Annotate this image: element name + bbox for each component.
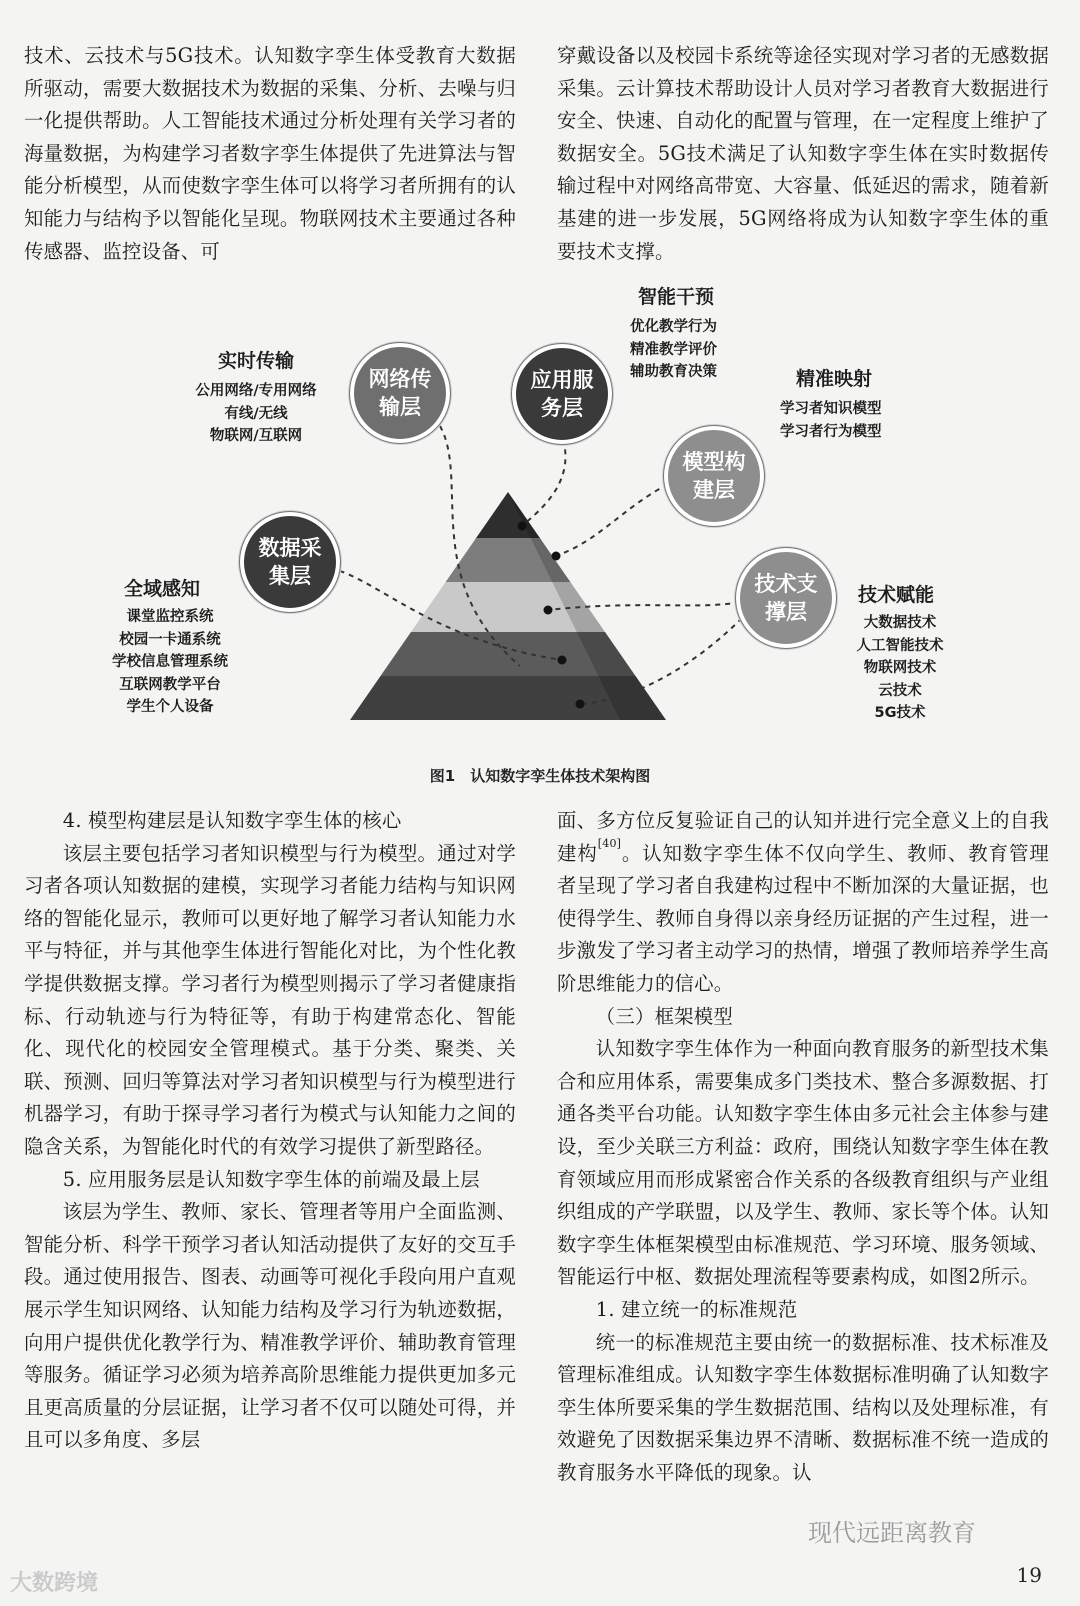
paragraph: 穿戴设备以及校园卡系统等途径实现对学习者的无感数据采集。云计算技术帮助设计人员对学习者教育大数据进行安全、快速、自动化的配置与管理，在一定程度上维护了数据安全。5G技术满足了认知数字孪生体在实时数据传输过程中对网络高带宽、大容量、低延迟的需求，随着新基建的进一步发展，5G网络将成为认知数字孪生体的重要技术支撑。 — [557, 44, 1049, 263]
section-heading-3: （三）框架模型 — [595, 1004, 733, 1028]
enable-list — [840, 612, 960, 725]
section-heading-5: 5. 应用服务层是认知数字孪生体的前端及最上层 — [62, 1167, 480, 1191]
paragraph: 该层主要包括学习者知识模型与行为模型。通过对学习者各项认知数据的建模，实现学习者能力结构与知识网络的智能化显示，教师可以更好地了解学习者认知能力水平与特征，并与其他孪生体进行智能化对比，为个性化教学提供数据支撑。学习者行为模型则揭示了学习者健康指标、行动轨迹与行为特征等，有助于构建常态化、智能化、现代化的校园安全管理模式。基于分类、聚类、关联、预测、回归等算法对学习者知识模型与行为模型进行机器学习，有助于探寻学习者行为模式与认知能力之间的隐含关系，为智能化时代的有效学习提供了新型路径。 — [24, 841, 516, 1158]
section-heading-4: 4. 模型构建层是认知数字孪生体的核心 — [62, 809, 402, 832]
top-left-column — [24, 40, 516, 268]
list-item: 优化教学行为 — [630, 319, 717, 335]
list-item: 辅助教育决策 — [630, 364, 717, 380]
top-right-column — [557, 40, 1049, 268]
smart-list — [630, 316, 717, 384]
pyramid-layer-application — [340, 490, 680, 540]
list-item: 大数据技术 — [863, 615, 937, 631]
bottom-left-column — [24, 805, 516, 1457]
section-heading-1: 1. 建立统一的标准规范 — [595, 1297, 798, 1321]
data-layer-circle: 数据采集层 — [240, 512, 340, 612]
tech-layer-circle: 技术支撑层 — [736, 548, 836, 648]
list-item: 有线/无线 — [224, 405, 288, 422]
smart-title: 智能干预 — [638, 286, 715, 308]
sensing-title: 全域感知 — [124, 578, 201, 600]
figure-caption: 图1 认知数字孪生体技术架构图 — [429, 767, 651, 785]
enable-title: 技术赋能 — [858, 584, 935, 606]
list-item: 公用网络/专用网络 — [195, 383, 317, 399]
list-item: 校园一卡通系统 — [119, 631, 221, 648]
connector-app — [522, 430, 565, 526]
text: 面、多方位反复验证自己的认知并进行完全意义上的自我建构 — [557, 809, 1049, 865]
list-item: 精准教学评价 — [630, 341, 717, 358]
bottom-right-column — [557, 805, 1049, 1489]
mapping-title: 精准映射 — [796, 368, 873, 390]
watermark-left: 大数跨境 — [10, 1571, 99, 1596]
list-item: 互联网教学平台 — [119, 676, 221, 693]
realtime-list — [186, 380, 326, 448]
paragraph: 技术、云技术与5G技术。认知数字孪生体受教育大数据所驱动，需要大数据技术为数据的采集、分析、去噪与归一化提供帮助。人工智能技术通过分析处理有关学习者的海量数据，为构建学习者数字孪生体提供了先进算法与智能分析模型，从而使数字孪生体可以将学习者所拥有的认知能力与结构予以智能化呈现。物联网技术主要通过各种传感器、监控设备、可 — [24, 44, 516, 263]
connector-model — [556, 484, 668, 556]
list-item: 课堂监控系统 — [126, 609, 214, 625]
watermark-right: 现代远距离教育 — [808, 1519, 976, 1547]
paragraph — [557, 805, 1049, 1001]
pyramid-layer-model — [340, 538, 680, 582]
list-item: 学习者知识模型 — [780, 401, 882, 417]
list-item: 人工智能技术 — [856, 637, 944, 654]
paragraph: 该层为学生、教师、家长、管理者等用户全面监测、智能分析、科学干预学习者认知活动提供了友好的交互手段。通过使用报告、图表、动画等可视化手段向用户直观展示学生知识网络、认知能力结构及学习行为轨迹数据，向用户提供优化教学行为、精准教学评价、辅助教育管理等服务。循证学习必须为培养高阶思维能力提供更加多元且更高质量的分层证据，让学习者不仅可以随处可得，并且可以多角度、多层 — [24, 1200, 516, 1452]
network-layer-circle: 网络传输层 — [350, 343, 450, 443]
list-item: 云技术 — [878, 682, 922, 699]
mapping-list — [780, 398, 882, 443]
list-item: 学习者行为模型 — [780, 423, 882, 440]
pyramid-layer-tech — [340, 582, 680, 632]
list-item: 物联网/互联网 — [209, 428, 303, 444]
citation-ref: [40] — [597, 836, 622, 850]
paragraph: 统一的标准规范主要由统一的数据标准、技术标准及管理标准组成。认知数字孪生体数据标准明确了认知数字孪生体所要采集的学生数据范围、结构以及处理标准，有效避免了因数据采集边界不清晰、数据标准不统一造成的教育服务水平降低的现象。认 — [557, 1330, 1049, 1484]
realtime-title: 实时传输 — [218, 350, 295, 372]
list-item: 5G技术 — [874, 705, 926, 721]
list-item: 学生个人设备 — [126, 699, 214, 715]
text: 。认知数字孪生体不仅向学生、教师、教育管理者呈现了学习者自我建构过程中不断加深的大量证据，也使得学生、教师自身得以亲身经历证据的产生过程，进一步激发了学习者主动学习的热情，增强了教师培养学生高阶思维能力的信心。 — [557, 841, 1049, 995]
page-number: 19 — [1016, 1563, 1042, 1587]
sensing-list — [100, 606, 240, 719]
app-layer-circle: 应用服务层 — [512, 344, 612, 444]
paragraph: 认知数字孪生体作为一种面向教育服务的新型技术集合和应用体系，需要集成多门类技术、整合多源数据、打通各类平台功能。认知数字孪生体由多元社会主体参与建设，至少关联三方利益：政府，围绕认知数字孪生体在教育领域应用而形成紧密合作关系的各级教育组织与产业组织组成的产学联盟，以及学生、教师、家长等个体。认知数字孪生体框架模型由标准规范、学习环境、服务领域、智能运行中枢、数据处理流程等要素构成，如图2所示。 — [557, 1037, 1049, 1289]
list-item: 物联网技术 — [863, 660, 937, 676]
architecture-figure — [0, 280, 1080, 790]
list-item: 学校信息管理系统 — [112, 654, 228, 670]
model-layer-circle: 模型构建层 — [664, 426, 764, 526]
